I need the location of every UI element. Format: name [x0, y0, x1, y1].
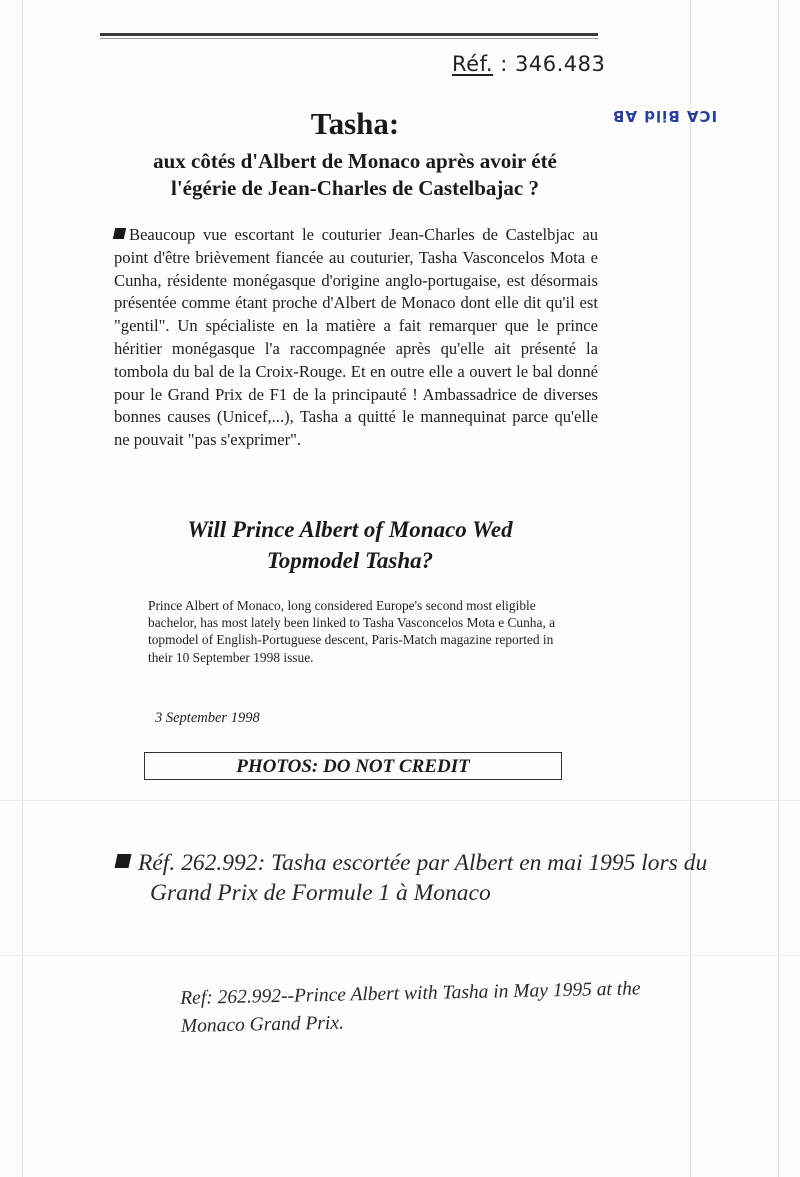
english-photo-caption: [180, 973, 771, 1041]
caption-en-line: Monaco Grand Prix.: [180, 1012, 345, 1037]
agency-stamp: ICA Bild AB: [612, 107, 718, 125]
caption-en-line: Ref: 262.992--Prince Albert with Tasha in May 1995 at the: [180, 978, 641, 1009]
edge-mark: [778, 0, 779, 1177]
divider: [0, 800, 800, 801]
edge-mark: [22, 0, 23, 1177]
square-bullet-icon: [115, 854, 132, 868]
ref-value: : 346.483: [500, 52, 606, 76]
reference-number: [452, 52, 605, 76]
french-photo-caption: [116, 848, 796, 908]
french-body-text: Beaucoup vue escortant le couturier Jean-Charles de Castelbjac au point d'être brièvement fiancée au couturier, Tasha Vasconcelos Mota e Cunha, résidente monégasque d'origine anglo-portugaise, est désormais présentée comme étant proche d'Albert de Monaco dont elle dit qu'il est "gentil". Un spécialiste en la matière a fait remarquer que le prince héritier monégasque l'a raccompagnée après qu'elle ait présenté la tombola du bal de la Croix-Rouge. Et en outre elle a ouvert le bal donné pour le Grand Prix de F1 de la principauté ! Ambassadrice de diverses bonnes causes (Unicef,...), Tasha a quitté le mannequinat parce qu'elle ne pouvait "pas s'exprimer".: [114, 225, 598, 450]
top-rule: [100, 33, 598, 36]
article-date: 3 September 1998: [155, 710, 260, 726]
english-title-line: Topmodel Tasha?: [266, 548, 434, 573]
english-title-line: Will Prince Albert of Monaco Wed: [187, 517, 513, 542]
caption-fr-line: Réf. 262.992: Tasha escortée par Albert en mai 1995 lors du: [138, 850, 708, 876]
article-title: Tasha:: [310, 106, 400, 141]
english-body: Prince Albert of Monaco, long considered Europe's second most eligible bachelor, has most lately been linked to Tasha Vasconcelos Mota e Cunha, a topmodel of English-Portuguese descent, Paris-Match magazine reported in their 10 September 1998 issue.: [148, 598, 556, 665]
caption-fr-line: Grand Prix de Formule 1 à Monaco: [150, 880, 491, 906]
ref-label: Réf.: [452, 52, 494, 76]
subtitle-line: aux côtés d'Albert de Monaco après avoir été: [153, 149, 557, 173]
french-body: [114, 224, 598, 452]
top-rule-thin: [100, 38, 598, 39]
subtitle-line: l'égérie de Jean-Charles de Castelbajac ?: [170, 176, 539, 200]
english-title: [110, 514, 590, 576]
square-bullet-icon: [113, 228, 126, 239]
credit-notice: PHOTOS: DO NOT CREDIT: [144, 752, 562, 780]
divider: [0, 955, 800, 956]
article-subtitle: [95, 148, 615, 202]
